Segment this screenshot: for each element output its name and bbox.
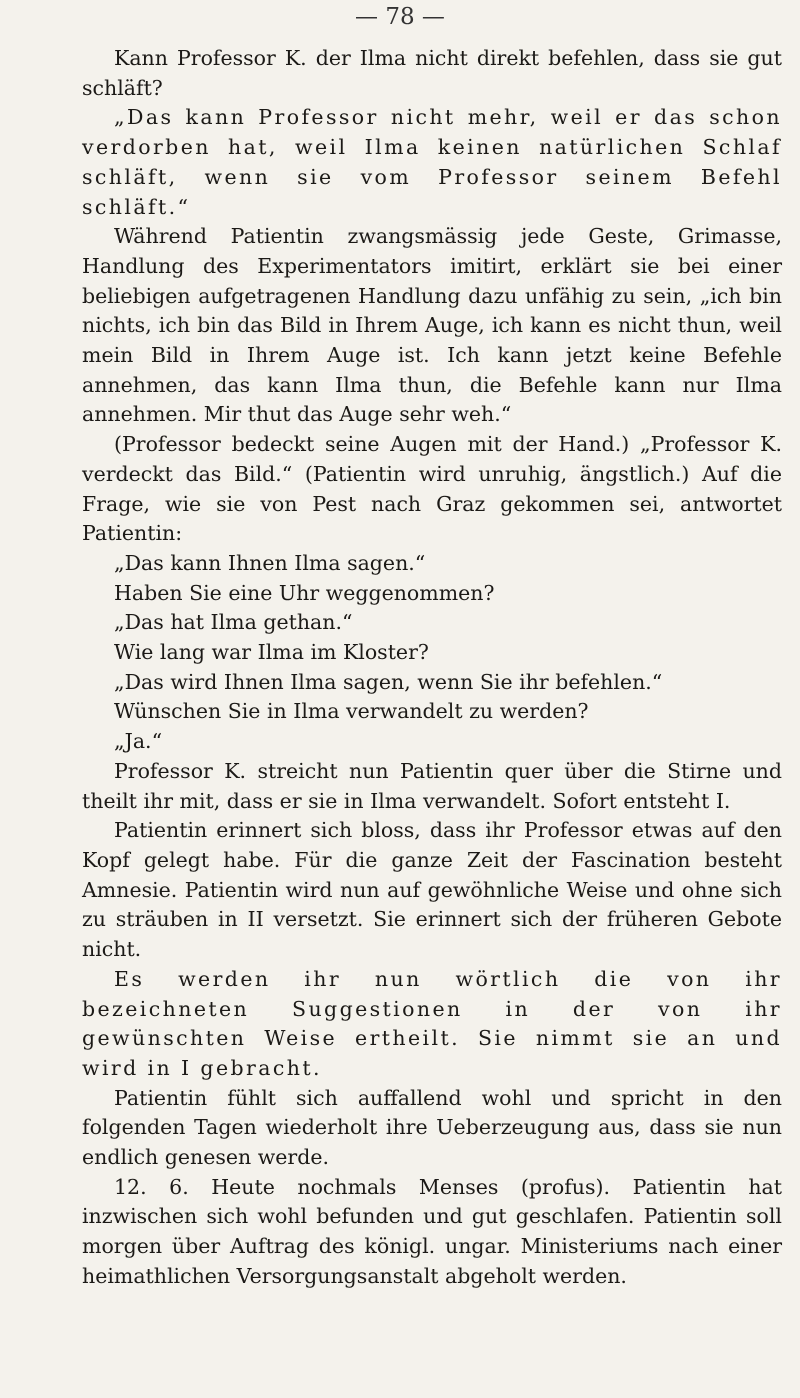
paragraph: Patientin erinnert sich bloss, dass ihr Professor etwas auf den Kopf gelegt habe. Für die ganze Zeit der Fascination besteht Amnesie. Patientin wird nun auf gewöhnliche Weise und ohne sich zu sträuben in II versetzt. Sie erinnert sich der früheren Gebote nicht. bbox=[82, 818, 782, 962]
paragraph: Kann Professor K. der Ilma nicht direkt befehlen, dass sie gut schläft? bbox=[82, 46, 782, 100]
paragraph: Während Patientin zwangsmässig jede Geste, Grimasse, Handlung des Experimentators imitirt, erklärt sie bei einer beliebigen aufgetragenen Handlung dazu unfähig zu sein, „ich bin nichts, ich bin das Bild in Ihrem Auge, ich kann es nicht thun, weil mein Bild in Ihrem Auge ist. Ich kann jetzt keine Befehle annehmen, das kann Ilma thun, die Befehle kann nur Ilma annehmen. Mir thut das Auge sehr weh.“ bbox=[82, 224, 782, 427]
paragraph: „Das hat Ilma gethan.“ bbox=[114, 610, 353, 635]
paragraph: Haben Sie eine Uhr weggenommen? bbox=[114, 580, 495, 605]
paragraph: „Ja.“ bbox=[114, 729, 163, 754]
paragraph: Professor K. streicht nun Patientin quer über die Stirne und theilt ihr mit, dass er sie in Ilma verwandelt. Sofort entsteht I. bbox=[82, 758, 782, 813]
paragraph: Wie lang war Ilma im Kloster? bbox=[114, 640, 429, 665]
paragraph: (Professor bedeckt seine Augen mit der Hand.) „Professor K. verdeckt das Bild.“ (Patientin wird unruhig, ängstlich.) Auf die Frage, wie sie von Pest nach Graz gekommen sei, antwortet Patientin: bbox=[82, 432, 782, 546]
paragraph: Es werden ihr nun wörtlich die von ihr bezeichneten Suggestionen in der von ihr gewünschten Weise ertheilt. Sie nimmt sie an und wird in I gebracht. bbox=[82, 966, 782, 1080]
paragraph: „Das kann Professor nicht mehr, weil er das schon verdorben hat, weil Ilma keinen natürlichen Schlaf schläft, wenn sie vom Professor seinem Befehl schläft.“ bbox=[82, 105, 782, 219]
page-number: — 78 — bbox=[355, 4, 445, 30]
paragraph: 12. 6. Heute nochmals Menses (profus). Patientin hat inzwischen sich wohl befunden und gut geschlafen. Patientin soll morgen über Auftrag des königl. ungar. Ministeriums nach einer heimathlichen Versorgungsanstalt abgeholt werden. bbox=[82, 1174, 782, 1288]
paragraph: „Das kann Ihnen Ilma sagen.“ bbox=[114, 550, 426, 575]
paragraph: Wünschen Sie in Ilma verwandelt zu werden? bbox=[114, 699, 589, 724]
paragraph: Patientin fühlt sich auffallend wohl und spricht in den folgenden Tagen wiederholt ihre Ueberzeugung aus, dass sie nun endlich genesen werde. bbox=[82, 1085, 782, 1170]
body-text bbox=[82, 44, 782, 1292]
paragraph: „Das wird Ihnen Ilma sagen, wenn Sie ihr befehlen.“ bbox=[114, 669, 663, 694]
